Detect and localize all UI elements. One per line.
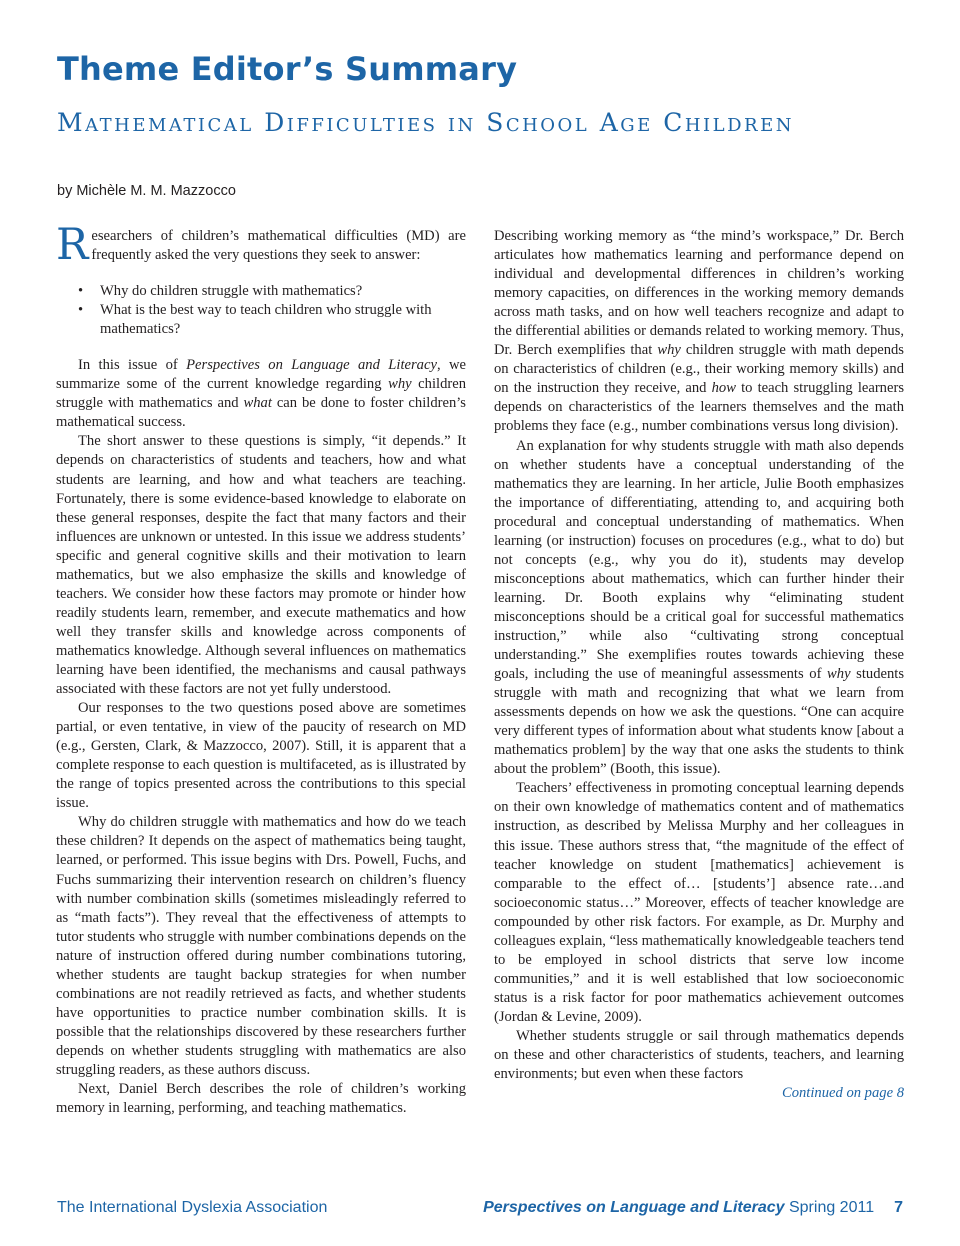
page-title: Theme Editor’s Summary — [57, 50, 518, 88]
body-paragraph: The short answer to these questions is simply, “it depends.” It depends on characteristics of students and teachers, how and what students are learning, and how and what teachers are teaching. Fortunately, there is some evidence-based knowledge to elaborate on these general responses, despite the fact that many factors and their influences are unknown or untested. In this issue we address students’ specific and general cognitive skills and their motivation to learn mathematics, but we also emphasize the skills and knowledge of teachers. We consider how these factors may promote or hinder how readily students learn, remember, and execute mathematics and how well they transfer skills and knowledge across components of mathematics knowledge. Although several influences on mathematics learning have been identified, the mechanisms and causal pathways associated with these factors are not yet fully understood. — [56, 433, 466, 698]
body-paragraph: Our responses to the two questions posed above are sometimes partial, or even tentative, in view of the paucity of research on MD (e.g., Gersten, Clark, & Mazzocco, 2007). Still, it is apparent that a complete response to each question is multifaceted, as is illustrated by the range of topics presented across the contributions to this special issue. — [56, 700, 466, 812]
article-subtitle: Mathematical Difficulties in School Age Children — [57, 108, 794, 137]
emphasis: why — [827, 666, 851, 683]
emphasis: why — [388, 376, 412, 393]
body-paragraph: Next, Daniel Berch describes the role of children’s working memory in learning, performing, and teaching mathematics. — [56, 1081, 466, 1117]
body-paragraph: An explanation for why students struggle with math also depends on whether students have a conceptual understanding of the mathematics they are learning. In her article, Julie Booth emphasizes the importance of differentiating, attending to, and acquiring both procedural and conceptual understanding of mathematics. When learning (or instruction) focuses on procedures (e.g., what to do) but not concepts (e.g., why you do it), students may develop misconceptions about mathematics, which can further hinder their learning. Dr. Booth explains why “eliminating student misconceptions should be a critical goal for successful mathematics instruction,” while also “cultivating strong conceptual understanding.” She exemplifies routes towards achieving these goals, including the use of meaningful assessments of why students struggle with math and recognizing that what we learn from assessments depends on how we ask the questions. “One can acquire very different types of information about what students know [about a mathematics problem] by the way that one asks the students to think about the problem” (Booth, this issue). — [494, 437, 905, 778]
journal-name: Perspectives on Language and Literacy — [186, 357, 437, 374]
list-item: • What is the best way to teach children who struggle with mathematics? — [100, 301, 466, 339]
footer-journal: Perspectives on Language and Literacy — [483, 1199, 785, 1216]
question-list — [56, 282, 466, 339]
body-paragraph: Whether students struggle or sail through mathematics depends on these and other characteristics of students, teachers, and learning environments; but even when these factors — [494, 1027, 904, 1083]
body-paragraph: Teachers’ effectiveness in promoting conceptual learning depends on their own knowledge of mathematics content and of mathematics instruction, as described by Melissa Murphy and her colleagues in this issue. These authors stress that, “the magnitude of the effect of teacher knowledge on student [mathematics] achievement is comparable to the effect of… [students’] absence rate…and socioeconomic status…” Moreover, effects of teacher knowledge are compounded by other risk factors. For example, as Dr. Murphy and colleagues explain, “less mathematically knowledgeable teachers tend to be employed in school districts that serve low income communities,” and it is well established that low socioeconomic status is a risk factor for poor mathematics achievement outcomes (Jordan & Levine, 2009). — [494, 780, 904, 1025]
drop-cap: R — [56, 220, 89, 270]
right-column — [494, 227, 904, 1103]
footer-issue: Spring 2011 — [788, 1199, 875, 1216]
footer-organization: The International Dyslexia Association — [57, 1199, 328, 1216]
emphasis: what — [243, 395, 272, 412]
intro-paragraph: Researchers of children’s mathematical difficulties (MD) are frequently asked the very questions they seek to answer: — [56, 220, 466, 270]
body-paragraph: Describing working memory as “the mind’s workspace,” Dr. Berch articulates how mathematics learning and performance depend on individual and developmental differences in children’s working memory capacities, on differences in the working memory demands across math tasks, and on how well teachers recognize and adapt to the differential abilities or demands related to working memory. Thus, Dr. Berch exemplifies that why children struggle with math depends on characteristics of children (e.g., their working memory skills) and on the instruction they receive, and how to teach struggling learners depends on characteristics of the learners themselves and the math problems they face (e.g., number combinations versus long division). — [494, 228, 904, 435]
list-item: • Why do children struggle with mathematics? — [100, 282, 466, 301]
continued-link[interactable]: Continued on page 8 — [781, 1085, 904, 1102]
body-paragraph: Why do children struggle with mathematics and how do we teach these children? It depends on the aspect of mathematics being taught, learned, or performed. This issue begins with Drs. Powell, Fuchs, and Fuchs summarizing their intervention research on children’s fluency with number combination skills (sometimes misleadingly referred to as “math facts”). They reveal that the effectiveness of attempts to tutor students who struggle with number combinations depends on the nature of instruction offered during number combinations tutoring, whether students are taught backup strategies for when number combinations are not readily retrieved as facts, and whether students have opportunities to practice number combination skills. It is possible that the relationships discovered by these researchers further depends on whether students struggling with mathematics are also struggling readers, as these authors discuss. — [56, 814, 466, 1078]
footer-journal-info — [483, 1199, 903, 1217]
left-column — [56, 220, 466, 1118]
body-paragraph: In this issue of Perspectives on Language and Literacy, we summarize some of the current knowledge regarding why children struggle with mathematics and what can be done to foster children’s mathematical success. — [56, 357, 466, 431]
emphasis: how — [711, 380, 736, 397]
byline: by Michèle M. M. Mazzocco — [57, 183, 236, 199]
page-number: 7 — [894, 1199, 903, 1216]
emphasis: why — [657, 342, 681, 359]
